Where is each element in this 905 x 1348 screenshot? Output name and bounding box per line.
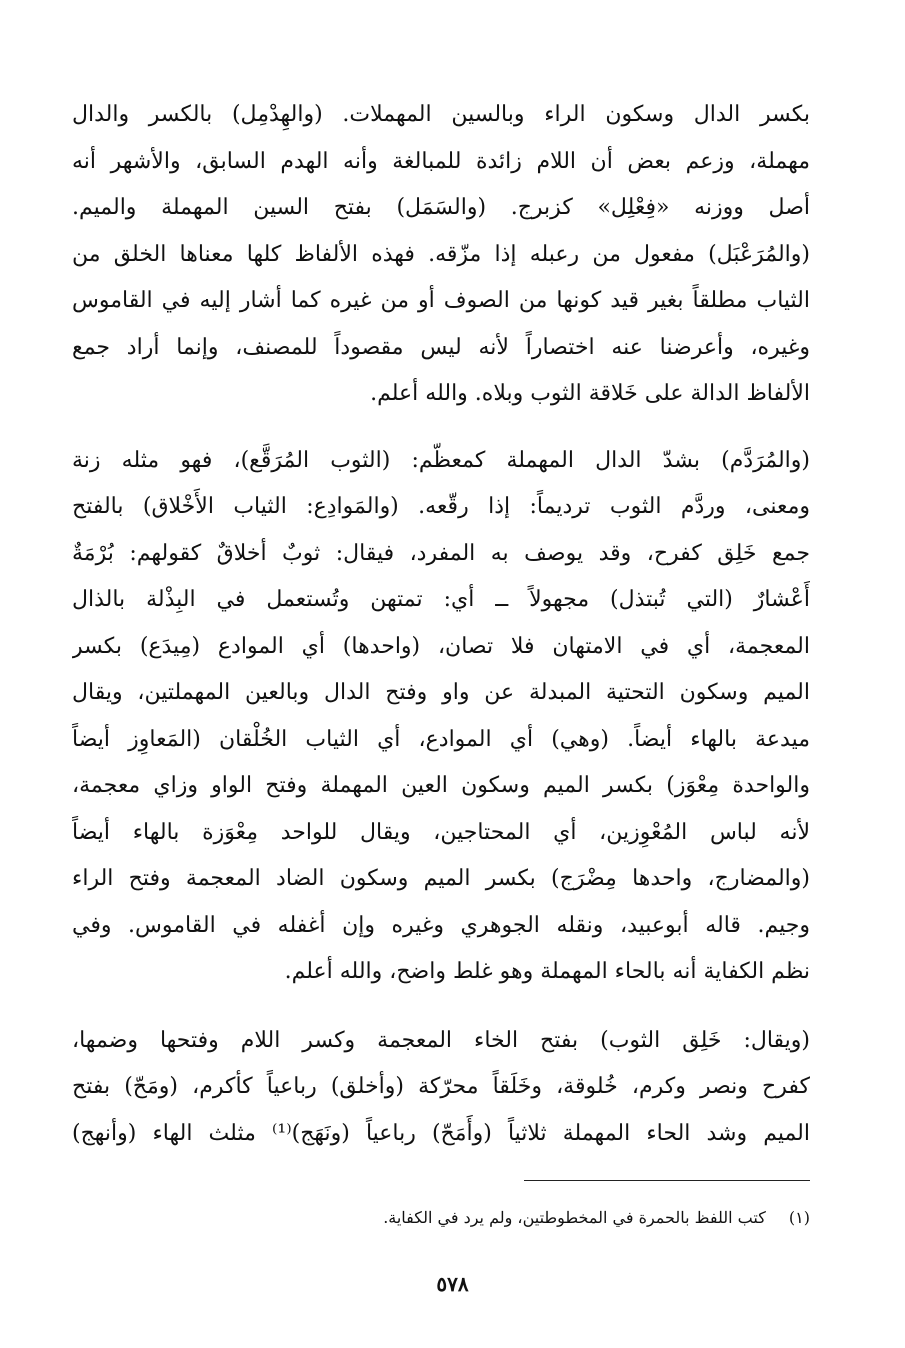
text-line: الميم وشد الحاء المهملة ثلاثياً (وأَمَحّ) رباعياً (ونَهَج)⁽¹⁾ مثلث الهاء (وأنهج) <box>72 1120 810 1146</box>
text-line: أصل ووزنه «فِعْلِل» كزبرج. (والسَمَل) بفتح السين المهملة والميم. <box>72 195 810 220</box>
text-line: أَعْشارٌ (التي تُبتذل) مجهولاً ــ أي: تمتهن وتُستعمل في البِذْلة بالذال <box>72 587 810 612</box>
text-line: جمع خَلِق كفرح، وقد يوصف به المفرد، فيقال: ثوبٌ أخلاقٌ كقولهم: بُرْمَةٌ <box>72 540 810 566</box>
text-line: كفرح ونصر وكرم، خُلوقة، وخَلَقاً محرّكة (وأخلق) رباعياً كأكرم، (ومَحّ) بفتح <box>72 1074 810 1099</box>
page-number: ٥٧٨ <box>436 1272 469 1296</box>
text-line: وغيره، وأعرضنا عنه اختصاراً لأنه ليس مقصوداً للمصنف، وإنما أراد جمع <box>72 334 810 360</box>
paragraph-2 <box>72 438 810 996</box>
text-line: مهملة، وزعم بعض أن اللام زائدة للمبالغة وأنه الهدم السابق، والأشهر أنه <box>72 148 810 174</box>
text-line: المعجمة، أي في الامتهان فلا تصان، (واحدها) أي الموادع (مِيدَع) بكسر <box>72 633 810 659</box>
text-line: الميم وسكون التحتية المبدلة عن واو وفتح الدال وبالعين المهملتين، ويقال <box>72 680 810 705</box>
footnote-separator <box>524 1180 810 1181</box>
text-line: الألفاظ الدالة على خَلاقة الثوب وبلاه. والله أعلم. <box>370 381 810 406</box>
text-line: بكسر الدال وسكون الراء وبالسين المهملات. (والهِدْمِل) بالكسر والدال <box>72 102 810 127</box>
text-line: ومعنى، وردَّم الثوب ترديماً: إذا رقّعه. (والمَوادِع: الثياب الأَخْلاق) بالفتح <box>72 494 810 519</box>
text-line: ميدعة بالهاء أيضاً. (وهي) أي الموادع، أي الثياب الخُلْقان (المَعاوِز أيضاً <box>72 726 810 752</box>
text-line: (ويقال: خَلِق الثوب) بفتح الخاء المعجمة وكسر اللام وفتحها وضمها، <box>72 1027 810 1053</box>
text-line: نظم الكفاية أنه بالحاء المهملة وهو غلط واضح، والله أعلم. <box>284 959 810 984</box>
text-line: (والمُرَعْبَل) مفعول من رعبله إذا مزّقه. فهذه الألفاظ كلها معناها الخلق من <box>72 241 810 267</box>
text-line: وجيم. قاله أبوعبيد، ونقله الجوهري وغيره وإن أغفله في القاموس. وفي <box>72 912 810 938</box>
text-line: (والمُرَدَّم) بشدّ الدال المهملة كمعظّم: (الثوب المُرَقَّع)، فهو مثله زنة <box>72 447 810 473</box>
text-line: (والمضارج، واحدها مِضْرَج) بكسر الميم وسكون الضاد المعجمة وفتح الراء <box>72 866 810 891</box>
text-line: الثياب مطلقاً بغير قيد كونها من الصوف أو من غيره كما أشار إليه في القاموس <box>72 288 810 313</box>
footnote-number: (١) <box>788 1208 810 1227</box>
text-line: والواحدة مِعْوَز) بكسر الميم وسكون العين المهملة وفتح الواو وزاي معجمة، <box>72 773 810 798</box>
paragraph-1 <box>72 92 810 418</box>
footnote-text: كتب اللفظ بالحمرة في المخطوطتين، ولم يرد في الكفاية. <box>383 1208 766 1227</box>
footnote <box>72 1205 810 1231</box>
main-text <box>72 92 810 1157</box>
text-line: لأنه لباس المُعْوِزين، أي المحتاجين، ويقال للواحد مِعْوَزة بالهاء أيضاً <box>72 819 810 845</box>
paragraph-3 <box>72 1018 810 1158</box>
